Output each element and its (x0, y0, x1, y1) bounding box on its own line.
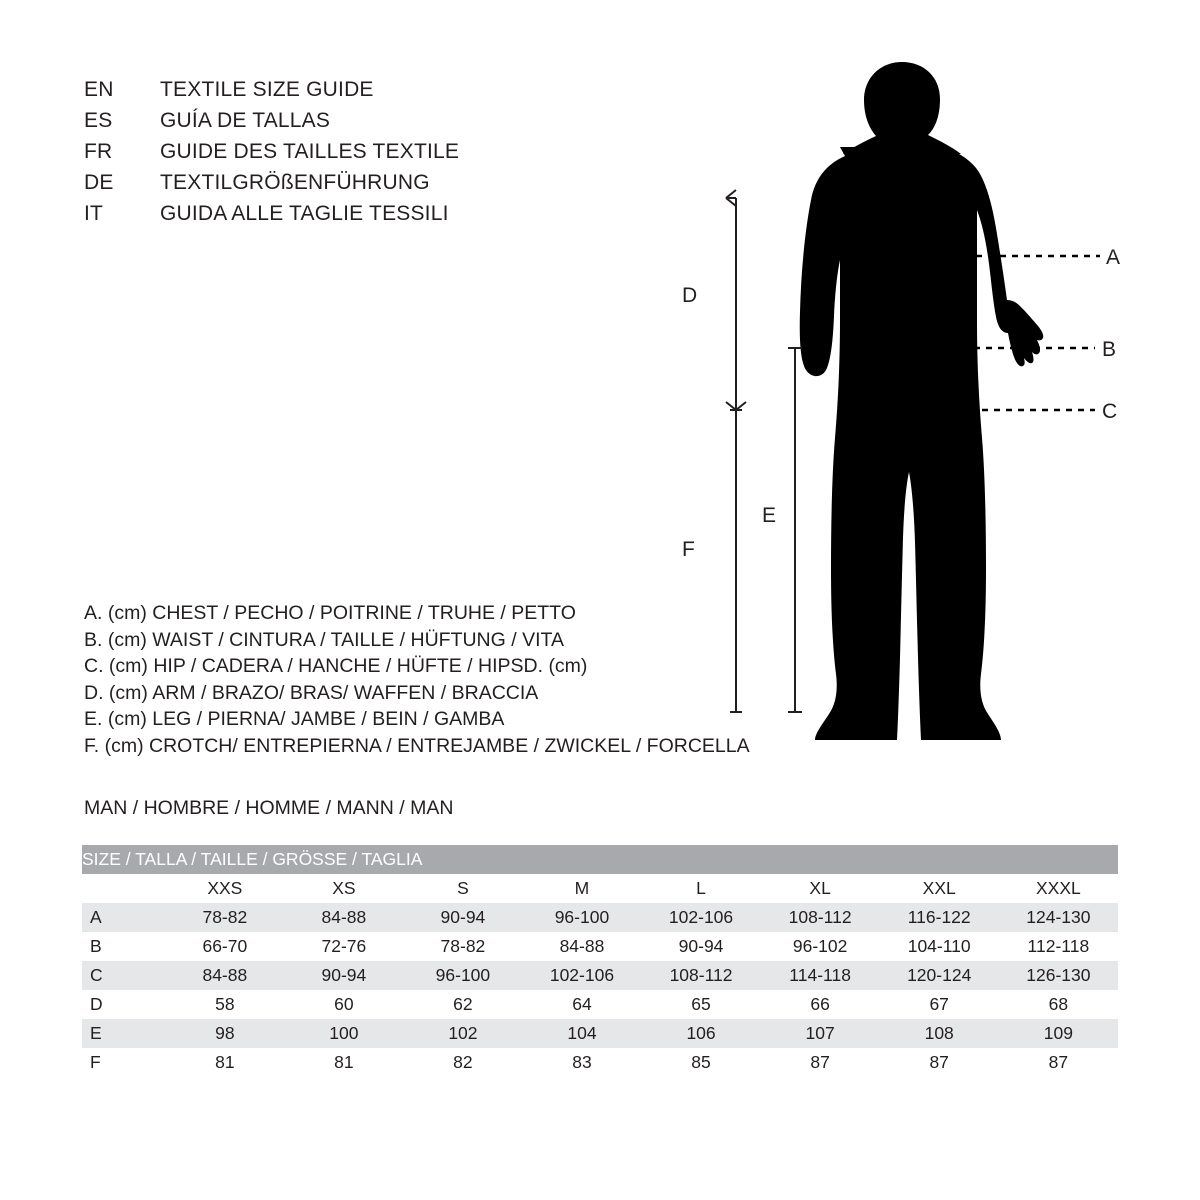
man-silhouette-icon (800, 62, 1044, 740)
callout-label-a: A (1106, 246, 1121, 269)
cell-b-xxxl: 112-118 (999, 932, 1118, 961)
cell-d-xxs: 58 (165, 990, 284, 1019)
cell-f-xl: 87 (761, 1048, 880, 1077)
table-row (82, 990, 1118, 1019)
legend-row-f: F. (cm) CROTCH/ ENTREPIERNA / ENTREJAMBE / ZWICKEL / FORCELLA (84, 734, 750, 757)
legend-row-c: C. (cm) HIP / CADERA / HANCHE / HÜFTE / HIPSD. (cm) (84, 655, 588, 677)
size-header-xs: XS (284, 874, 403, 903)
leg-dimension-bracket (788, 348, 802, 712)
table-band-label: SIZE / TALLA / TAILLE / GRÖSSE / TAGLIA (82, 845, 1118, 874)
cell-d-xxl: 67 (880, 990, 999, 1019)
cell-c-s: 96-100 (403, 961, 522, 990)
title-block (84, 78, 604, 233)
cell-c-xxs: 84-88 (165, 961, 284, 990)
callout-label-c: C (1102, 400, 1118, 423)
cell-d-m: 64 (522, 990, 641, 1019)
cell-a-s: 90-94 (403, 903, 522, 932)
cell-a-xs: 84-88 (284, 903, 403, 932)
table-row (82, 1048, 1118, 1077)
title-text-en: TEXTILE SIZE GUIDE (160, 78, 374, 101)
cell-f-xxl: 87 (880, 1048, 999, 1077)
cell-e-xs: 100 (284, 1019, 403, 1048)
size-header-xl: XL (761, 874, 880, 903)
cell-b-xs: 72-76 (284, 932, 403, 961)
title-lang-es: ES (84, 109, 113, 132)
row-key-c: C (82, 961, 165, 990)
title-row (84, 78, 604, 109)
cell-a-xl: 108-112 (761, 903, 880, 932)
legend-row-a: A. (cm) CHEST / PECHO / POITRINE / TRUHE / PETTO (84, 602, 576, 624)
cell-b-xxl: 104-110 (880, 932, 999, 961)
cell-b-l: 90-94 (642, 932, 761, 961)
table-row (82, 1019, 1118, 1048)
cell-e-xl: 107 (761, 1019, 880, 1048)
size-header-xxl: XXL (880, 874, 999, 903)
title-text-de: TEXTILGRÖßENFÜHRUNG (160, 171, 430, 194)
title-lang-de: DE (84, 171, 114, 194)
row-key-f: F (82, 1048, 165, 1077)
cell-e-s: 102 (403, 1019, 522, 1048)
title-lang-en: EN (84, 78, 114, 101)
dimension-label-d: D (682, 284, 698, 307)
cell-a-xxxl: 124-130 (999, 903, 1118, 932)
table-band-row (82, 845, 1118, 874)
legend-row-b: B. (cm) WAIST / CINTURA / TAILLE / HÜFTUNG / VITA (84, 628, 564, 651)
cell-c-l: 108-112 (642, 961, 761, 990)
title-row (84, 171, 604, 202)
table-row (82, 961, 1118, 990)
size-header-l: L (642, 874, 761, 903)
table-size-header-row (82, 874, 1118, 903)
cell-f-xxxl: 87 (999, 1048, 1118, 1077)
size-header-xxxl: XXXL (999, 874, 1118, 903)
legend-row-d: D. (cm) ARM / BRAZO/ BRAS/ WAFFEN / BRACCIA (84, 681, 539, 704)
cell-f-s: 82 (403, 1048, 522, 1077)
cell-f-xs: 81 (284, 1048, 403, 1077)
dimension-label-e: E (762, 504, 777, 527)
legend-row-e: E. (cm) LEG / PIERNA/ JAMBE / BEIN / GAMBA (84, 708, 505, 730)
title-row (84, 109, 604, 140)
title-lang-fr: FR (84, 140, 113, 163)
title-text-es: GUÍA DE TALLAS (160, 109, 331, 132)
cell-b-s: 78-82 (403, 932, 522, 961)
dimension-label-f: F (682, 538, 695, 561)
table-corner-cell (82, 874, 165, 903)
cell-a-l: 102-106 (642, 903, 761, 932)
title-lang-it: IT (84, 202, 104, 225)
title-row (84, 140, 604, 171)
cell-c-xs: 90-94 (284, 961, 403, 990)
cell-b-m: 84-88 (522, 932, 641, 961)
table-row (82, 932, 1118, 961)
cell-b-xl: 96-102 (761, 932, 880, 961)
cell-e-xxl: 108 (880, 1019, 999, 1048)
size-header-s: S (403, 874, 522, 903)
cell-f-l: 85 (642, 1048, 761, 1077)
cell-c-xl: 114-118 (761, 961, 880, 990)
cell-a-xxl: 116-122 (880, 903, 999, 932)
size-header-m: M (522, 874, 641, 903)
cell-d-xl: 66 (761, 990, 880, 1019)
size-header-xxs: XXS (165, 874, 284, 903)
title-text-fr: GUIDE DES TAILLES TEXTILE (160, 140, 460, 163)
cell-e-m: 104 (522, 1019, 641, 1048)
row-key-b: B (82, 932, 165, 961)
gender-label: MAN / HOMBRE / HOMME / MANN / MAN (84, 797, 454, 819)
measurement-legend (84, 600, 784, 759)
cell-b-xxs: 66-70 (165, 932, 284, 961)
row-key-d: D (82, 990, 165, 1019)
cell-c-m: 102-106 (522, 961, 641, 990)
cell-d-xxxl: 68 (999, 990, 1118, 1019)
cell-d-xs: 60 (284, 990, 403, 1019)
title-text-it: GUIDA ALLE TAGLIE TESSILI (160, 202, 449, 225)
cell-a-m: 96-100 (522, 903, 641, 932)
arm-dimension-bracket (726, 190, 746, 410)
callout-label-b: B (1102, 338, 1117, 361)
title-row (84, 202, 604, 233)
cell-e-xxxl: 109 (999, 1019, 1118, 1048)
cell-c-xxl: 120-124 (880, 961, 999, 990)
size-table (82, 845, 1118, 1077)
cell-e-l: 106 (642, 1019, 761, 1048)
cell-f-xxs: 81 (165, 1048, 284, 1077)
table-row (82, 903, 1118, 932)
row-key-e: E (82, 1019, 165, 1048)
cell-e-xxs: 98 (165, 1019, 284, 1048)
cell-a-xxs: 78-82 (165, 903, 284, 932)
cell-c-xxxl: 126-130 (999, 961, 1118, 990)
cell-d-l: 65 (642, 990, 761, 1019)
cell-f-m: 83 (522, 1048, 641, 1077)
cell-d-s: 62 (403, 990, 522, 1019)
row-key-a: A (82, 903, 165, 932)
